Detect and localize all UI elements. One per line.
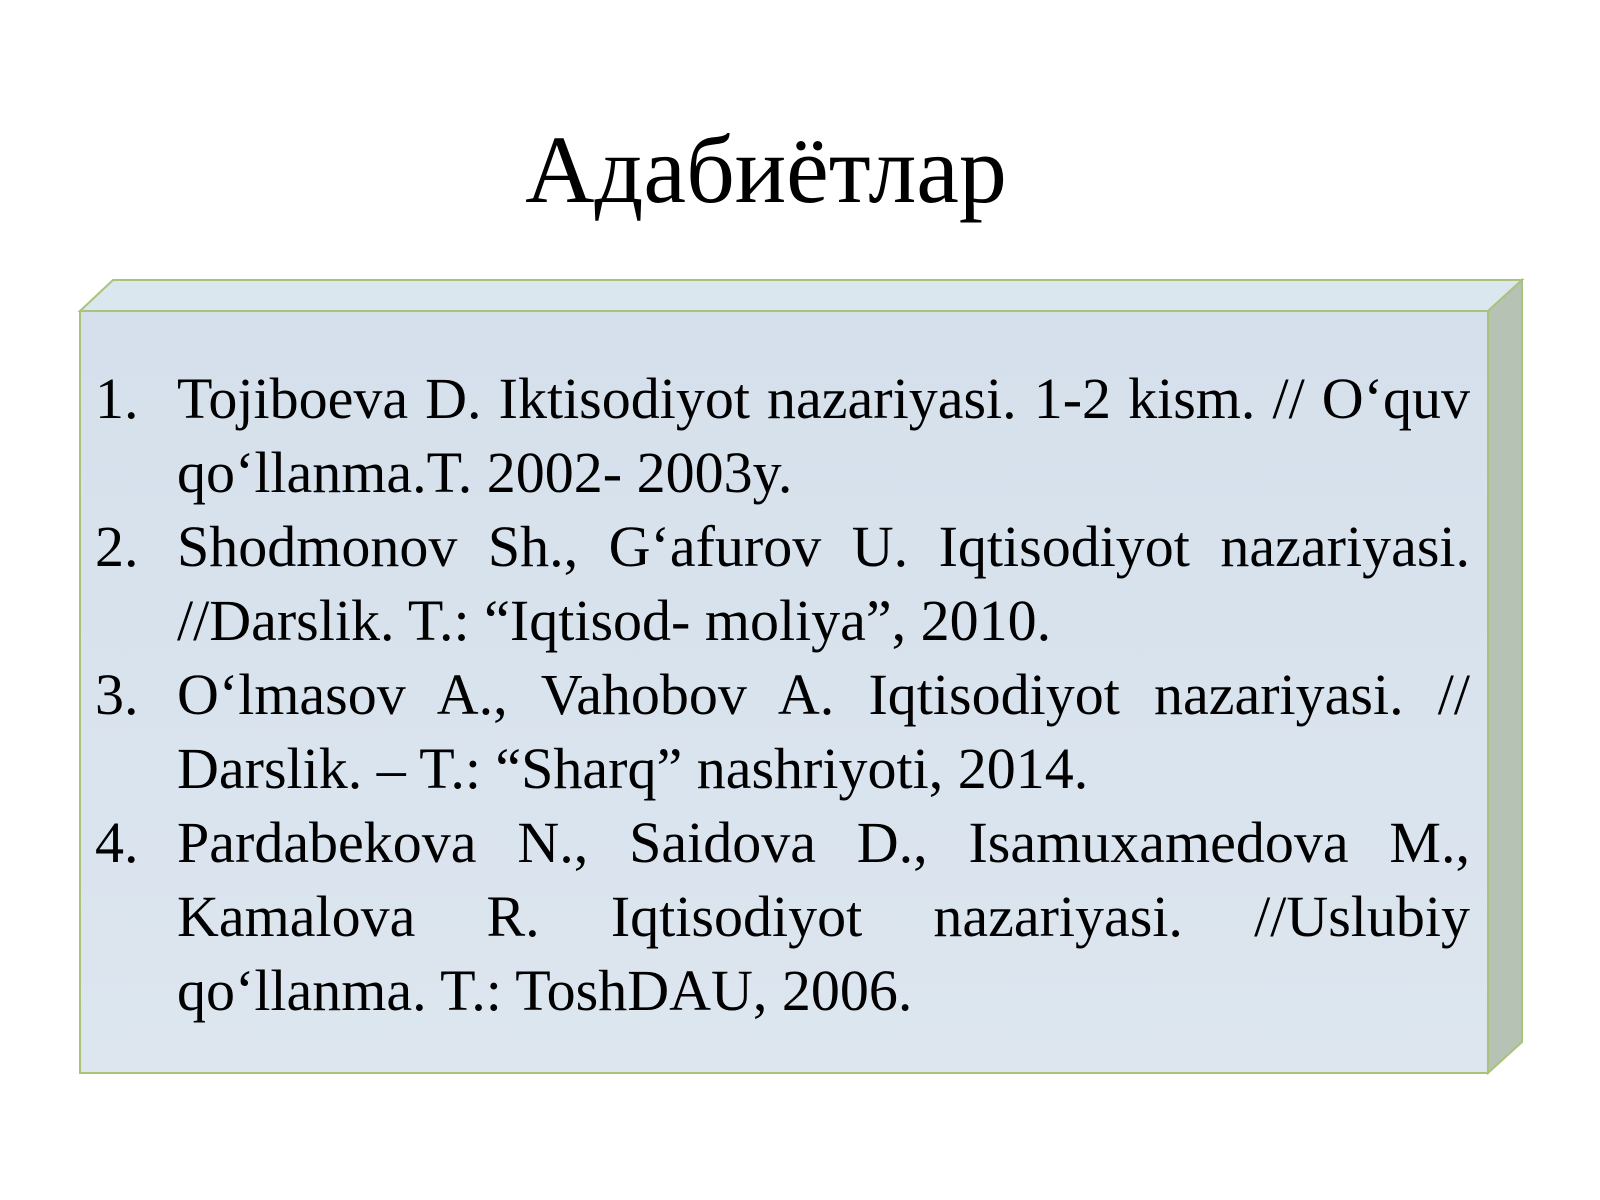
reference-list [95,362,1470,1028]
reference-text: O‘lmasov A., Vahobov A. Iqtisodiyot nazariyasi. // Darslik. – T.: “Sharq” nashriyoti, 2014. [177,662,1470,801]
reference-item-3 [95,658,1470,806]
reference-item-1 [95,362,1470,510]
reference-text: Pardabekova N., Saidova D., Isamuxamedova M., Kamalova R. Iqtisodiyot nazariyasi. //Uslubiy qo‘llanma. T.: ToshDAU, 2006. [177,810,1470,1023]
slide-title: Адабиётлар [525,116,1007,223]
reference-number: 3. [95,662,139,727]
reference-item-4 [95,806,1470,1028]
reference-number: 2. [95,514,139,579]
box-top-face [80,280,1522,311]
reference-text: Shodmonov Sh., G‘afurov U. Iqtisodiyot nazariyasi. //Darslik. T.: “Iqtisod- moliya”, 2010. [177,514,1470,653]
reference-number: 4. [95,810,139,875]
reference-item-2 [95,510,1470,658]
box-side-face [1488,280,1522,1073]
reference-text: Tojiboeva D. Iktisodiyot nazariyasi. 1-2 kism. // O‘quv qo‘llanma.T. 2002- 2003y. [177,366,1470,505]
reference-number: 1. [95,366,139,431]
